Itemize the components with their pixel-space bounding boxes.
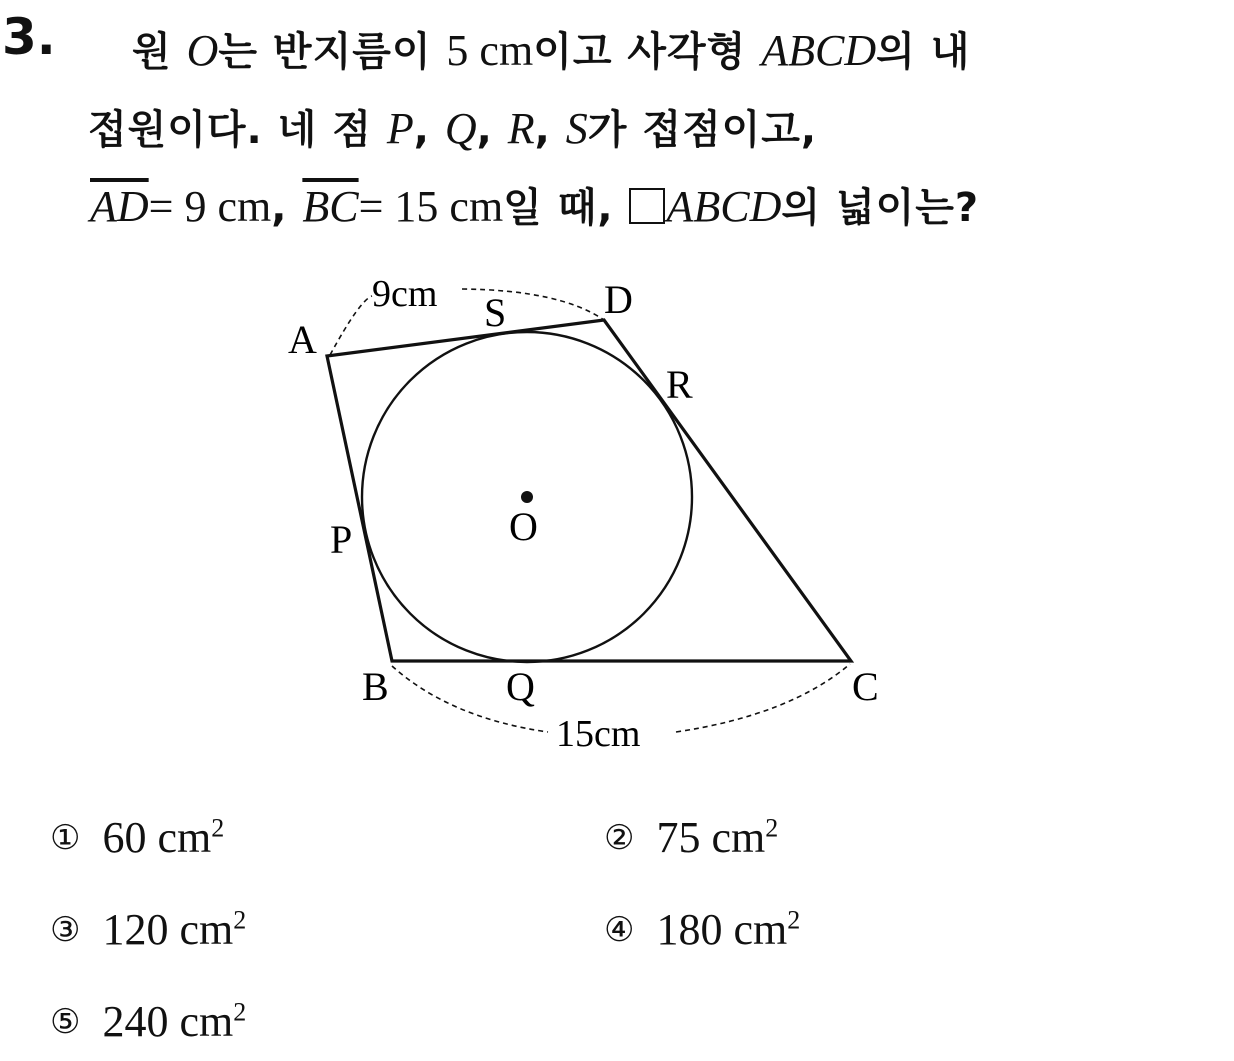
choice-3-number: ③ (50, 910, 81, 950)
q-sep: , (271, 185, 303, 231)
q-var-r: R (507, 104, 535, 153)
choice-5-value: 240 cm (102, 997, 234, 1046)
q-sep: , (534, 107, 566, 153)
q-text: 는 반지름이 (218, 29, 447, 75)
choice-5-exponent: 2 (233, 997, 247, 1027)
choice-2-value: 75 cm (656, 813, 766, 862)
q-var-s: S (565, 104, 588, 153)
choice-5-number: ⑤ (50, 1002, 81, 1042)
q-text: 가 접점이고, (587, 107, 818, 153)
choice-1[interactable] (50, 812, 224, 863)
label-q: Q (506, 664, 535, 709)
label-b: B (362, 664, 389, 709)
q-sep: , (413, 107, 445, 153)
label-s: S (484, 290, 507, 335)
q-var-abcd: ABCD (666, 182, 782, 231)
question-number: 3. (2, 8, 56, 66)
center-point (521, 491, 533, 503)
label-a: A (288, 317, 317, 362)
choice-4-value: 180 cm (656, 905, 788, 954)
choice-2-number: ② (604, 818, 635, 858)
q-var-o: O (186, 26, 219, 75)
choice-4[interactable] (604, 904, 800, 955)
label-d: D (604, 277, 633, 322)
q-var-p: P (386, 104, 414, 153)
choice-1-value: 60 cm (102, 813, 212, 862)
q-segment-ad: $\overline{AD}$ (90, 182, 149, 231)
label-p: P (330, 517, 353, 562)
choice-4-exponent: 2 (787, 905, 801, 935)
q-var-q: Q (444, 104, 477, 153)
q-bc-length: = 15 cm (358, 182, 504, 231)
q-segment-bc: $\overline{BC}$ (302, 182, 359, 231)
choice-4-number: ④ (604, 910, 635, 950)
q-text: 접원이다. 네 점 (88, 107, 387, 153)
choice-2-exponent: 2 (765, 813, 779, 843)
label-bc-length: 15cm (556, 713, 641, 755)
q-text: 의 넓이는? (781, 185, 980, 231)
q-text: 일 때, (503, 185, 629, 231)
q-radius: 5 cm (446, 26, 534, 75)
label-ad-length: 9cm (372, 273, 438, 315)
q-text: 의 내 (876, 29, 971, 75)
q-ad-length: = 9 cm (148, 182, 272, 231)
choice-3-exponent: 2 (233, 905, 247, 935)
choice-5[interactable] (50, 996, 246, 1047)
choice-3-value: 120 cm (102, 905, 234, 954)
choice-1-exponent: 2 (211, 813, 225, 843)
choice-2[interactable] (604, 812, 778, 863)
label-c: C (852, 664, 879, 709)
choice-3[interactable] (50, 904, 246, 955)
q-text: 이고 사각형 (533, 29, 762, 75)
label-r: R (666, 362, 693, 407)
q-text: 원 (132, 29, 187, 75)
label-o: O (509, 504, 538, 549)
q-sep: , (476, 107, 508, 153)
choice-1-number: ① (50, 818, 81, 858)
q-var-abcd: ABCD (761, 26, 877, 75)
